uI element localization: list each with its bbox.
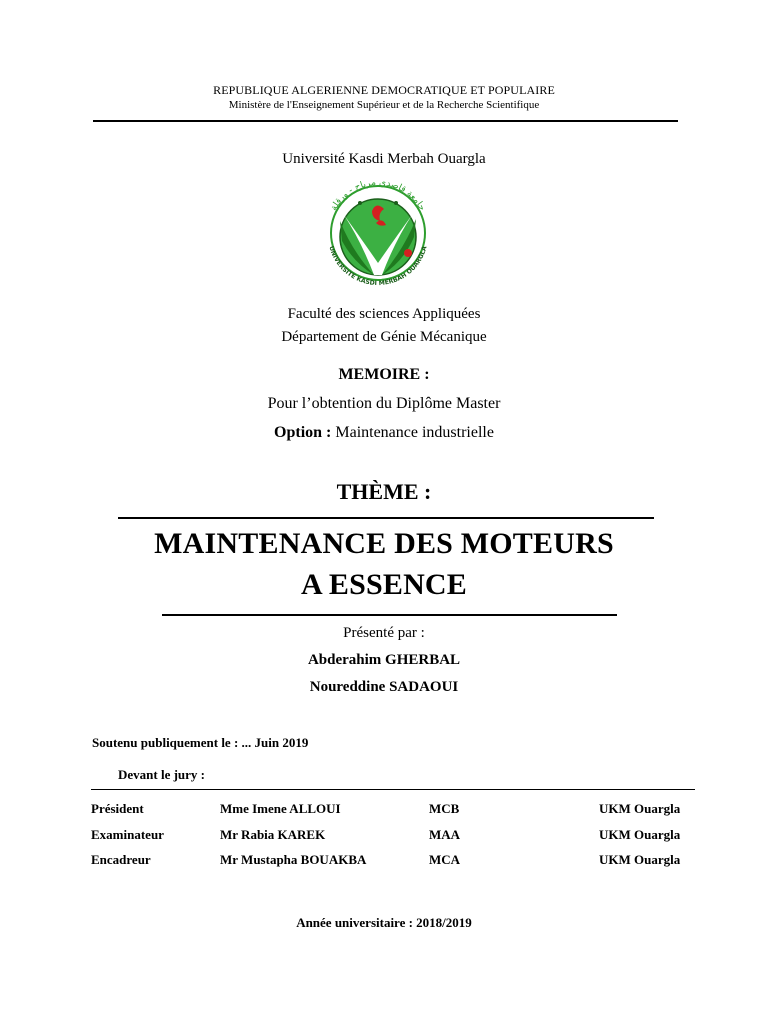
jury-institution: UKM Ouargla: [599, 801, 681, 816]
diploma-purpose: Pour l’obtention du Diplôme Master: [267, 395, 501, 412]
academic-year: Année universitaire : 2018/2019: [296, 915, 472, 930]
title-bottom-divider: [162, 614, 617, 616]
defense-date: Soutenu publiquement le : ... Juin 2019: [92, 735, 309, 750]
jury-institution: UKM Ouargla: [599, 852, 681, 867]
jury-row: [0, 852, 768, 872]
seal-latin-text: UNIVERSITE KASDI MERBAH OUARGLA: [327, 245, 429, 288]
header-divider: [93, 120, 678, 122]
faculty-name: Faculté des sciences Appliquées: [287, 306, 481, 322]
ministry-header: Ministère de l'Enseignement Supérieur et de la Recherche Scientifique: [228, 99, 540, 111]
seal-arabic-text: جامعة قاصدي مرباح - ورقلة: [329, 177, 427, 213]
university-seal-graphic: [316, 171, 440, 293]
author-name: Noureddine SADAOUI: [309, 679, 459, 695]
option-label: Option :: [274, 424, 332, 441]
jury-row: [0, 827, 768, 847]
university-seal-icon: [316, 171, 440, 293]
memoire-label: MEMOIRE :: [338, 366, 430, 383]
author-name: Abderahim GHERBAL: [307, 652, 461, 668]
thesis-title-line1: MAINTENANCE DES MOTEURS: [154, 527, 614, 560]
title-top-divider: [118, 517, 654, 519]
option-value: Maintenance industrielle: [331, 424, 494, 441]
jury-role: Président: [91, 801, 144, 816]
option-line: [0, 424, 768, 442]
jury-name: Mr Mustapha BOUAKBA: [220, 852, 367, 867]
jury-institution: UKM Ouargla: [599, 827, 681, 842]
thesis-title-line2: A ESSENCE: [300, 568, 468, 601]
presented-by-label: Présenté par :: [343, 625, 425, 641]
jury-grade: MCA: [429, 852, 461, 867]
department-name: Département de Génie Mécanique: [281, 329, 487, 345]
jury-name: Mme Imene ALLOUI: [220, 801, 341, 816]
jury-role: Examinateur: [91, 827, 164, 842]
jury-grade: MAA: [429, 827, 461, 842]
jury-name: Mr Rabia KAREK: [220, 827, 326, 842]
jury-label: Devant le jury :: [118, 767, 206, 782]
theme-label: THÈME :: [336, 479, 432, 504]
jury-divider: [91, 789, 695, 790]
jury-row: [0, 801, 768, 821]
republic-header: REPUBLIQUE ALGERIENNE DEMOCRATIQUE ET POPULAIRE: [213, 83, 555, 97]
jury-grade: MCB: [429, 801, 460, 816]
jury-role: Encadreur: [91, 852, 151, 867]
university-name: Université Kasdi Merbah Ouargla: [282, 151, 486, 167]
